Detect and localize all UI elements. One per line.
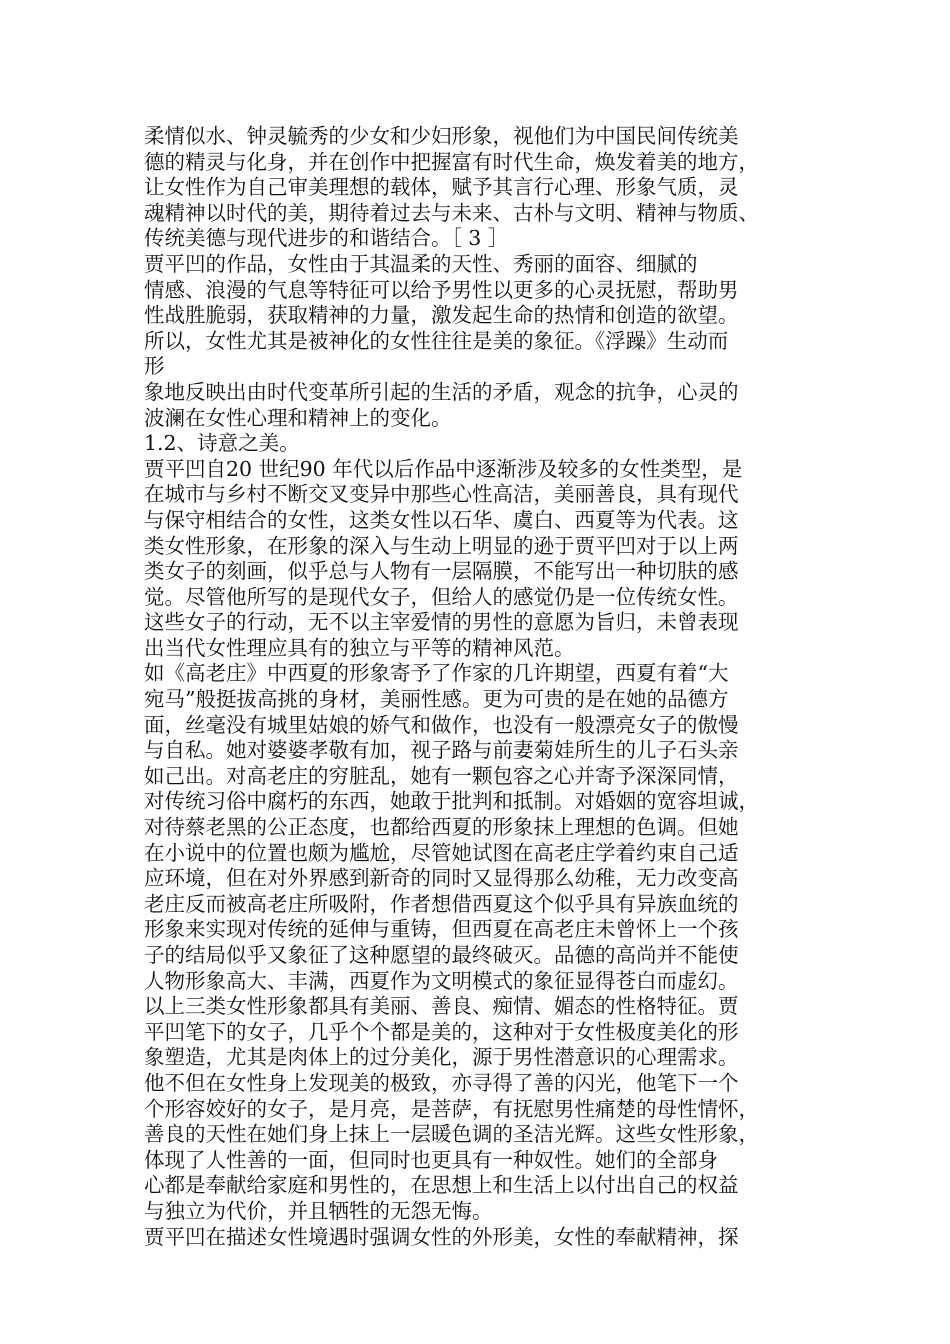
text-line: 柔情似水、钟灵毓秀的少女和少妇形象，视他们为中国民间传统美 xyxy=(144,124,739,148)
text-line: 贾平凹的作品，女性由于其温柔的天性、秀丽的面容、细腻的 xyxy=(144,251,698,276)
text-line: 情感、浪漫的气息等特征可以给予男性以更多的心灵抚慰，帮助男 xyxy=(144,277,739,302)
text-line: 以上三类女性形象都具有美丽、善良、痴情、媚态的性格特征。贾 xyxy=(144,994,739,1019)
text-line: 这些女子的行动，无不以主宰爱情的男性的意愿为旨归，未曾表现 xyxy=(144,610,739,635)
text-line: 如《高老庄》中西夏的形象寄予了作家的几许期望，西夏有着“大 xyxy=(144,661,729,686)
text-line: 德的精灵与化身，并在创作中把握富有时代生命，焕发着美的地方， xyxy=(144,149,759,174)
text-line: 如己出。对高老庄的穷脏乱，她有一颗包容之心并寄予深深同情， xyxy=(144,763,739,788)
text-line: 与自私。她对婆婆孝敬有加，视子路与前妻菊娃所生的儿子石头亲 xyxy=(144,738,739,763)
text-line: 心都是奉献给家庭和男性的，在思想上和生活上以付出自己的权益 xyxy=(144,1173,739,1198)
text-line: 体现了人性善的一面，但同时也更具有一种奴性。她们的全部身 xyxy=(144,1147,718,1172)
text-line: 人物形象高大、丰满，西夏作为文明模式的象征显得苍白而虚幻。 xyxy=(144,968,739,993)
text-line: 老庄反而被高老庄所吸附，作者想借西夏这个似乎具有异族血统的 xyxy=(144,891,739,916)
text-line: 他不但在女性身上发现美的极致，亦寻得了善的闪光，他笔下一个 xyxy=(144,1070,739,1095)
text-line: 与保守相结合的女性，这类女性以石华、虞白、西夏等为代表。这 xyxy=(144,507,739,532)
section-heading: 1.2、诗意之美。 xyxy=(144,431,300,456)
text-line: 类女性形象，在形象的深入与生动上明显的逊于贾平凹对于以上两 xyxy=(144,533,739,558)
text-line: 出当代女性理应具有的独立与平等的精神风范。 xyxy=(144,635,575,660)
text-line: 象地反映出由时代变革所引起的生活的矛盾，观念的抗争，心灵的 xyxy=(144,379,739,404)
text-line: 在小说中的位置也颇为尴尬，尽管她试图在高老庄学着约束自己适 xyxy=(144,840,739,865)
text-line: 波澜在女性心理和精神上的变化。 xyxy=(144,405,452,430)
text-line: 所以，女性尤其是被神化的女性往往是美的象征。《浮躁》生动而 xyxy=(144,328,729,353)
text-line: 贾平凹在描述女性境遇时强调女性的外形美，女性的奉献精神，探 xyxy=(144,1224,739,1249)
text-line: 对待蔡老黑的公正态度，也都给西夏的形象抹上理想的色调。但她 xyxy=(144,815,739,840)
text-line: 魂精神以时代的美，期待着过去与未来、古朴与文明、精神与物质、 xyxy=(144,200,759,225)
text-line: 与独立为代价，并且牺牲的无怨无悔。 xyxy=(144,1198,493,1223)
text-line: 性战胜脆弱，获取精神的力量，激发起生命的热情和创造的欲望。 xyxy=(144,303,739,328)
text-line: 子的结局似乎又象征了这种愿望的最终破灭。品德的高尚并不能使 xyxy=(144,943,739,967)
text-line: 面，丝毫没有城里姑娘的娇气和做作，也没有一般漂亮女子的傲慢 xyxy=(144,712,739,737)
text-line: 对传统习俗中腐朽的东西，她敢于批判和抵制。对婚姻的宽容坦诚， xyxy=(144,789,759,814)
text-line: 象塑造，尤其是肉体上的过分美化，源于男性潜意识的心理需求。 xyxy=(144,1045,739,1070)
text-line: 类女子的刻画，似乎总与人物有一层隔膜，不能写出一种切肤的感 xyxy=(144,559,739,584)
text-line: 在城市与乡村不断交叉变异中那些心性高洁，美丽善良，具有现代 xyxy=(144,482,739,507)
text-line: 应环境，但在对外界感到新奇的同时又显得那么幼稚，无力改变高 xyxy=(144,866,739,891)
text-line: 形 xyxy=(144,354,165,379)
text-line: 让女性作为自己审美理想的载体，赋予其言行心理、形象气质，灵 xyxy=(144,175,739,200)
text-line: 贾平凹自20 世纪90 年代以后作品中逐渐涉及较多的女性类型，是 xyxy=(144,456,743,481)
text-line: 善良的天性在她们身上抹上一层暖色调的圣洁光辉。这些女性形象， xyxy=(144,1122,759,1147)
text-line: 宛马”般挺拔高挑的身材，美丽性感。更为可贵的是在她的品德方 xyxy=(144,687,729,712)
text-line: 个形容姣好的女子，是月亮，是菩萨，有抚慰男性痛楚的母性情怀， xyxy=(144,1096,759,1121)
text-line: 平凹笔下的女子，几乎个个都是美的，这种对于女性极度美化的形 xyxy=(144,1019,739,1044)
document-body xyxy=(144,124,824,1250)
text-line: 传统美德与现代进步的和谐结合。［ 3 ］ xyxy=(144,226,509,251)
text-line: 觉。尽管他所写的是现代女子，但给人的感觉仍是一位传统女性。 xyxy=(144,584,739,609)
text-line: 形象来实现对传统的延伸与重铸，但西夏在高老庄未曾怀上一个孩 xyxy=(144,917,739,942)
